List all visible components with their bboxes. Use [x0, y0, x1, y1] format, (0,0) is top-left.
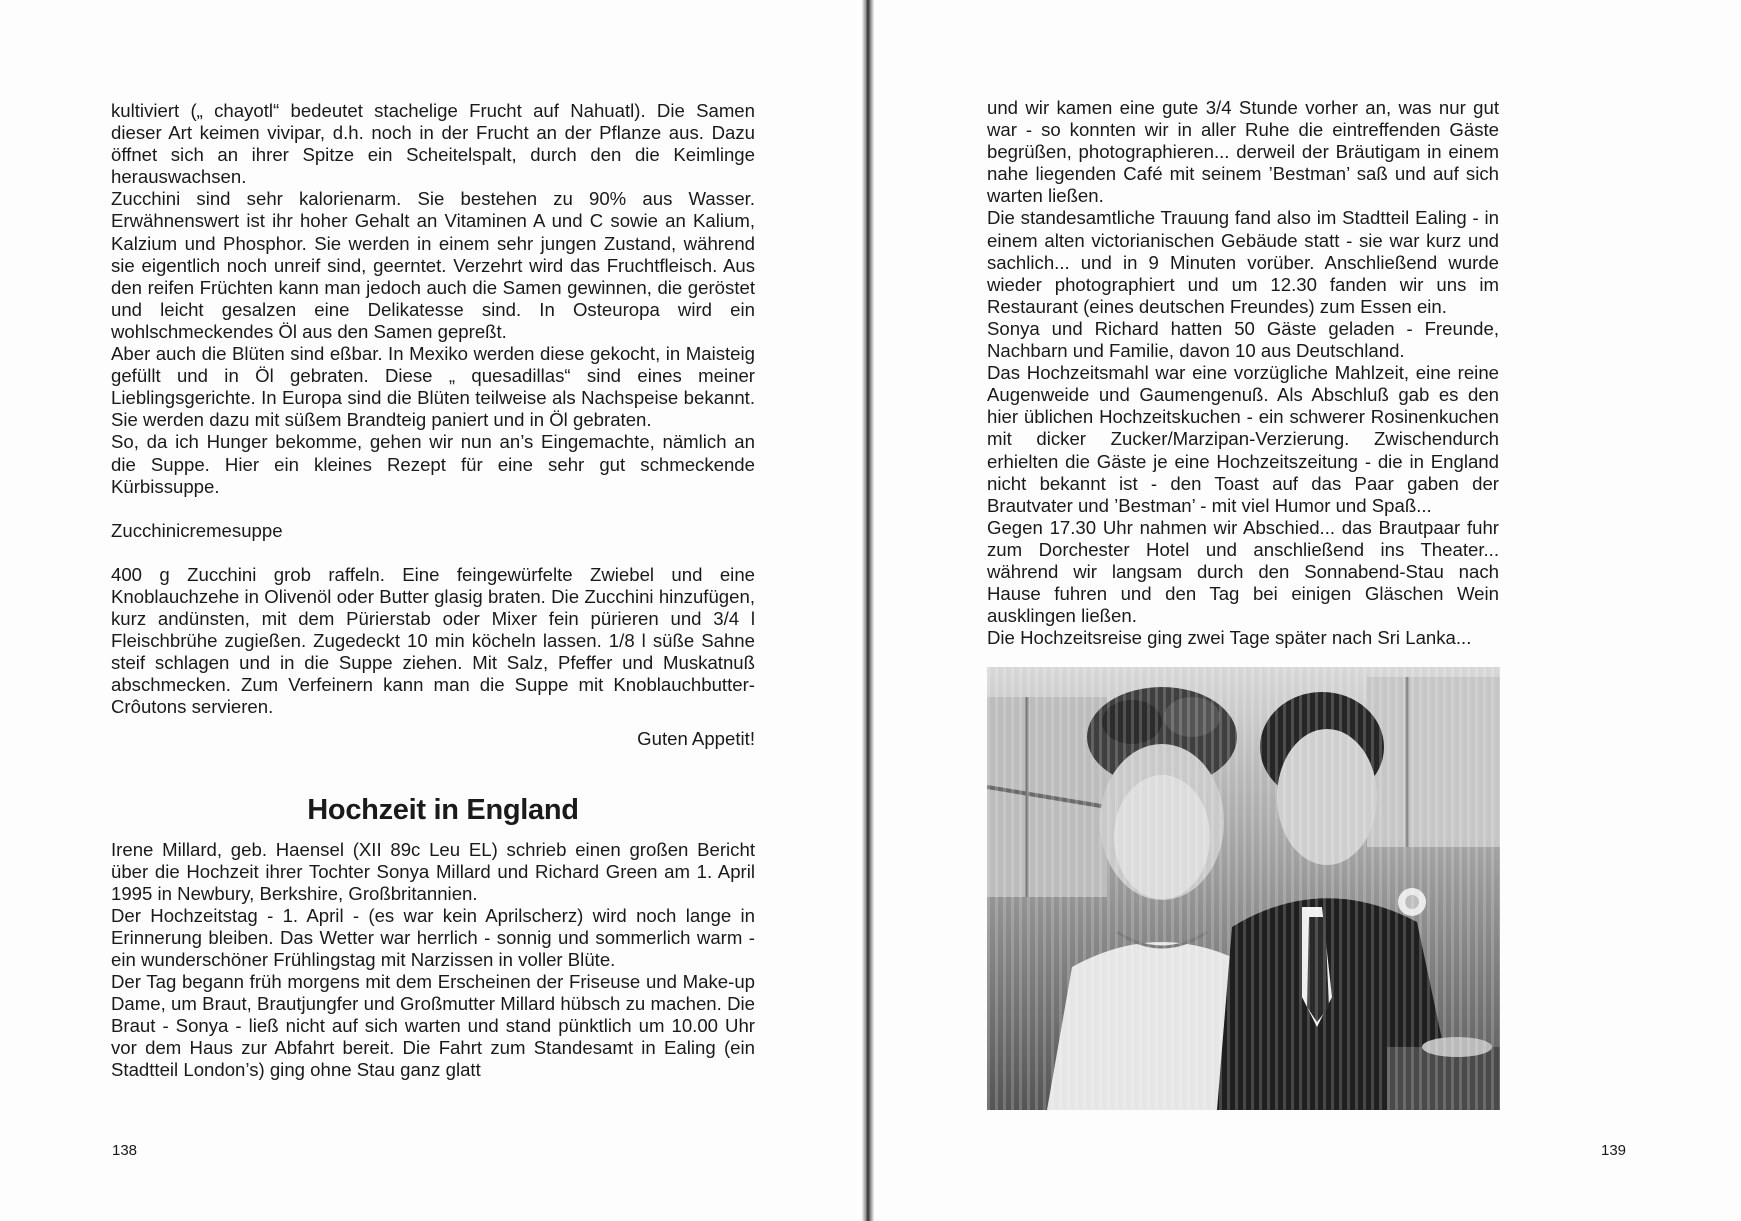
paragraph: und wir kamen eine gute 3/4 Stunde vorher an, was nur gut war - so konnten wir in aller Ruhe die eintreffenden Gäste begrüßen, photographieren... derweil der Bräutigam in einem nahe liegenden Café mit seinem ’Bestman’ saß und auf sich warten ließen. — [987, 97, 1499, 207]
page-number-left: 138 — [112, 1142, 138, 1159]
page-number-right: 139 — [1601, 1142, 1627, 1159]
wedding-photo-illustration — [987, 667, 1500, 1110]
paragraph: Die Hochzeitsreise ging zwei Tage später nach Sri Lanka... — [987, 627, 1472, 649]
right-page — [872, 0, 1741, 1221]
paragraph: Aber auch die Blüten sind eßbar. In Mexiko werden diese gekocht, in Maisteig gefüllt und in Öl gebraten. Diese „ quesadillas“ sind eines meiner Lieblingsgerichte. In Europa sind die Blüten teilweise als Nachspeise bekannt. Sie werden dazu mit süßem Brandteig paniert und in Öl gebraten. — [111, 343, 755, 431]
article-paragraph: Der Tag begann früh morgens mit dem Erscheinen der Friseuse und Make-up Dame, um Braut, Brautjungfer und Großmutter Millard hübsch zu machen. Die Braut - Sonya - ließ nicht auf sich warten und stand pünktlich um 10.00 Uhr vor dem Haus zur Abfahrt bereit. Die Fahrt zum Standesamt in Ealing (ein Stadtteil London’s) ging ohne Stau ganz glatt — [111, 971, 755, 1081]
paragraph: Die standesamtliche Trauung fand also im Stadtteil Ealing - in einem alten victorianischen Gebäude statt - sie war kurz und sachlich... und in 9 Minuten vorüber. Anschließend wurde wieder photographiert und um 12.30 fanden wir uns im Restaurant (eines deutschen Freundes) zum Essen ein. — [987, 207, 1499, 317]
left-page — [0, 0, 866, 1221]
article-title: Hochzeit in England — [307, 793, 579, 826]
article-paragraph: Irene Millard, geb. Haensel (XII 89c Leu EL) schrieb einen großen Bericht über die Hochzeit ihrer Tochter Sonya Millard und Richard Green am 1. April 1995 in Newbury, Berkshire, Großbritannien. — [111, 838, 755, 904]
recipe-text: 400 g Zucchini grob raffeln. Eine feingewürfelte Zwiebel und eine Knoblauchzehe in Olivenöl oder Butter glasig braten. Die Zucchini hinzufügen, kurz andünsten, mit dem Pürierstab oder Mixer fein pürieren und 3/4 l Fleischbrühe zugießen. Zugedeckt 10 min köcheln lassen. 1/8 l süße Sahne steif schlagen und in die Suppe ziehen. Mit Salz, Pfeffer und Muskatnuß abschmecken. Zum Verfeinern kann man die Suppe mit Knoblauchbutter-Crôutons servieren. — [111, 563, 755, 718]
paragraph: Zucchini sind sehr kalorienarm. Sie bestehen zu 90% aus Wasser. Erwähnenswert ist ihr hoher Gehalt an Vitaminen A und C sowie an Kalium, Kalzium und Phosphor. Sie werden in einem sehr jungen Zustand, während sie eigentlich noch unreif sind, geerntet. Verzehrt wird das Fruchtfleisch. Aus den reifen Früchten kann man jedoch auch die Samen gewinnen, die geröstet und leicht gesalzen eine Delikatesse sind. In Osteuropa wird ein wohlschmeckendes Öl aus den Samen gepreßt. — [111, 188, 755, 342]
paragraph: Gegen 17.30 Uhr nahmen wir Abschied... das Brautpaar fuhr zum Dorchester Hotel und anschließend ins Theater... während wir langsam durch den Sonnabend-Stau nach Hause fuhren und den Tag bei einigen Gläschen Wein ausklingen ließen. — [987, 516, 1499, 627]
paragraph: Das Hochzeitsmahl war eine vorzügliche Mahlzeit, eine reine Augenweide und Gaumengenuß. Als Abschluß gab es den hier üblichen Hochzeitskuchen - ein schwerer Rosinenkuchen mit dicker Zucker/Marzipan-Verzierung. Zwischendurch erhielten die Gäste je eine Hochzeitszeitung - die in England nicht bekannt ist - den Toast auf das Paar gaben der Brautvater und ’Bestman’ - mit viel Humor und Spaß... — [987, 362, 1499, 516]
closing-line: Guten Appetit! — [637, 728, 755, 750]
recipe-title: Zucchinicremesuppe — [111, 519, 283, 541]
paragraph: Sonya und Richard hatten 50 Gäste geladen - Freunde, Nachbarn und Familie, davon 10 aus Deutschland. — [987, 317, 1499, 362]
paragraph: kultiviert („ chayotl“ bedeutet stachelige Frucht auf Nahuatl). Die Samen dieser Art keimen vivipar, d.h. noch in der Frucht an der Pflanze aus. Dazu öffnet sich an ihrer Spitze ein Scheitelspalt, durch den die Keimlinge herauswachsen. — [111, 100, 755, 188]
article-paragraph: Der Hochzeitstag - 1. April - (es war kein Aprilscherz) wird noch lange in Erinnerung bleiben. Das Wetter war herrlich - sonnig und sommerlich warm - ein wunderschöner Frühlingstag mit Narzissen in voller Blüte. — [111, 904, 755, 970]
wedding-photo — [987, 667, 1500, 1110]
right-page-text — [987, 97, 1499, 649]
paragraph: So, da ich Hunger bekomme, gehen wir nun an’s Eingemachte, nämlich an die Suppe. Hier ein kleines Rezept für eine sehr gut schmeckende Kürbissuppe. — [111, 431, 755, 497]
left-page-text — [111, 100, 755, 1082]
